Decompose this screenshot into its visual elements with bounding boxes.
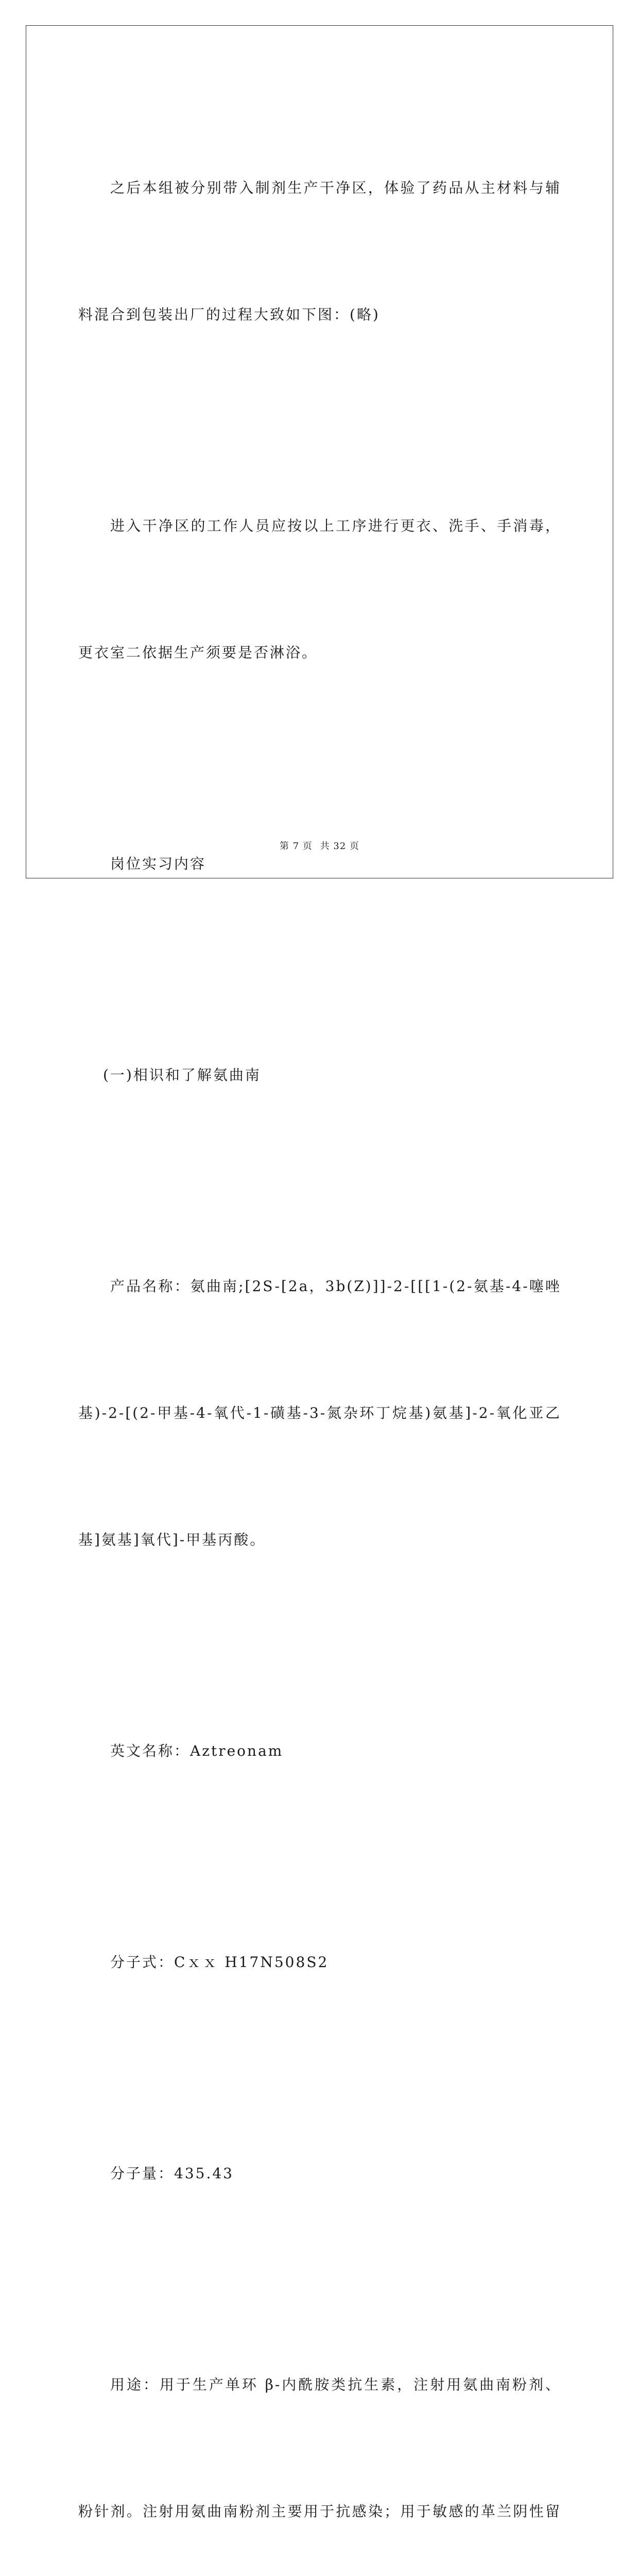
paragraph-molecular-formula xyxy=(78,1857,561,2068)
page-total: 共 32 页 xyxy=(320,841,359,852)
text-line: 基)-2-[(2-甲基-4-氧代-1-磺基-3-氮杂环丁烷基)氨基]-2-氧化亚乙 xyxy=(78,1404,561,1421)
paragraph-cleanroom-rules xyxy=(78,420,561,758)
text-line: 粉针剂。注射用氨曲南粉剂主要用于抗感染；用于敏感的革兰阴性留 xyxy=(78,2503,561,2520)
text-line: 用途：用于生产单环 β-内酰胺类抗生素，注射用氨曲南粉剂、 xyxy=(110,2376,561,2393)
text-line: 基]氨基]氧代]-甲基丙酸。 xyxy=(78,1531,266,1548)
paragraph-usage xyxy=(78,2279,561,2576)
text-line: 更衣室二依据生产须要是否淋浴。 xyxy=(78,644,318,661)
text-line: 英文名称：Aztreonam xyxy=(110,1742,284,1759)
text-line: 进入干净区的工作人员应按以上工序进行更衣、洗手、手消毒， xyxy=(110,517,561,534)
section-heading-internship xyxy=(78,758,561,970)
paragraph-product-name xyxy=(78,1181,561,1646)
paragraph-molecular-weight xyxy=(78,2068,561,2279)
document-body xyxy=(78,82,561,2576)
text-line: 分子量：435.43 xyxy=(110,2165,234,2182)
text-line: 料混合到包装出厂的过程大致如下图：(略) xyxy=(78,306,380,323)
heading-text: 岗位实习内容 xyxy=(110,855,206,872)
paragraph-english-name xyxy=(78,1646,561,1857)
subsection-heading-aztreonam xyxy=(78,970,561,1181)
text-line: 产品名称：氨曲南;[2S-[2a，3b(Z)]]-2-[[[1-(2-氨基-4-噻唑 xyxy=(110,1278,561,1295)
page-number: 第 7 页 xyxy=(280,841,313,852)
text-line: 分子式：Cｘｘ H17N508S2 xyxy=(110,1954,329,1971)
heading-text: (一)相识和了解氨曲南 xyxy=(103,1066,261,1083)
paragraph-cleanroom-intro xyxy=(78,82,561,420)
text-line: 之后本组被分别带入制剂生产干净区，体验了药品从主材料与辅 xyxy=(110,179,561,196)
page-footer xyxy=(0,839,639,852)
